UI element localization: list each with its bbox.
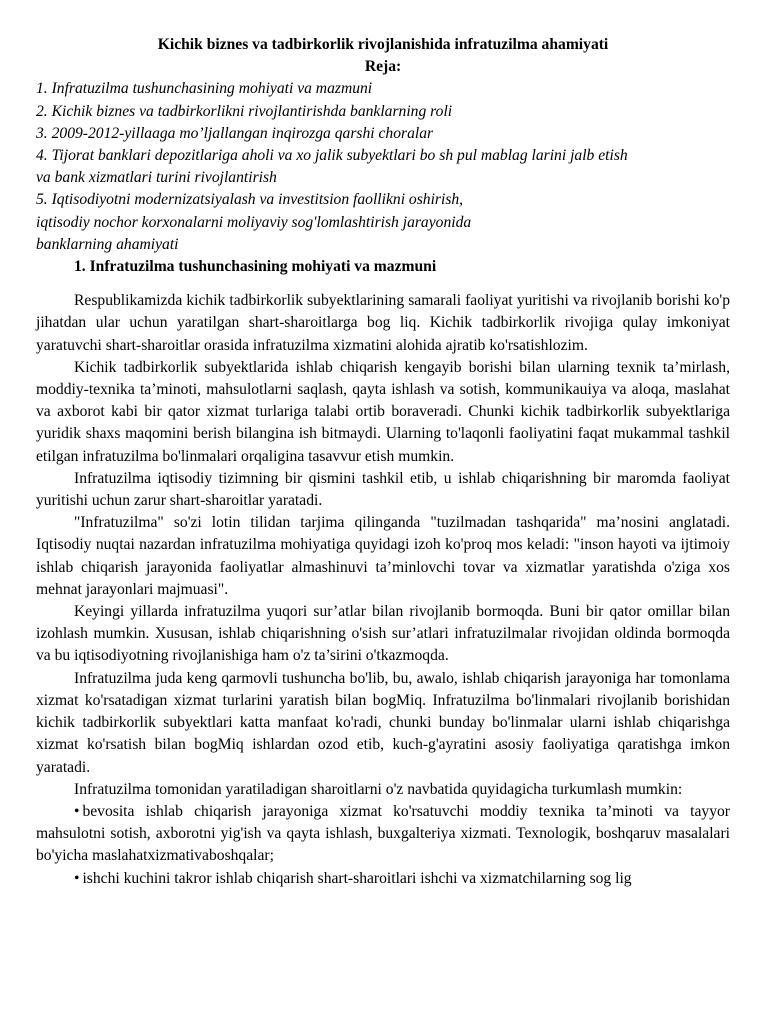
plan-item-3: 3. 2009-2012-yillaaga mo’ljallangan inqirozga qarshi choralar xyxy=(36,124,434,142)
bullet-item-2 xyxy=(36,868,730,890)
paragraph-5: Keyingi yillarda infratuzilma yuqori sur’atlar bilan rivojlanib bormoqda. Buni bir qator omillar bilan izohlash mumkin. Xususan, ishlab chiqarishning o'sish sur’atlari infratuzilmalar rivojidan oldinda bormoqda va bu iqtisodiyotning rivojlanishiga ham o'z ta’sirini o'tkazmoqda. xyxy=(36,603,730,665)
paragraph-4: "Infratuzilma" so'zi lotin tilidan tarjima qilinganda "tuzilmadan tashqarida" ma’nosini anglatadi. Iqtisodiy nuqtai nazardan infratuzilma mohiyatiga quyidagi izoh ko'proq mos keladi: "inson hayoti va ijtimoiy ishlab chiqarish jarayonida faoliyatlar almashinuvi ta’minlovchi tovar va xizmatlar yaratishda o'ziga xos mehnat jarayonlari majmuasi". xyxy=(36,514,730,598)
plan-item-5: 5. Iqtisodiyotni modernizatsiyalash va investitsion faollikni oshirish, xyxy=(36,191,464,209)
plan-item-5-end: banklarning ahamiyati xyxy=(36,235,179,253)
plan-item-4: 4. Tijorat banklari depozitlariga aholi va xo jalik subyektlari bo sh pul mablag larini jalb etish xyxy=(36,147,628,165)
plan-item-1: 1. Infratuzilma tushunchasining mohiyati va mazmuni xyxy=(36,80,373,98)
plan-item-4-continued: va bank xizmatlari turini rivojlantirish xyxy=(36,169,277,187)
paragraph-1: Respublikamizda kichik tadbirkorlik subyektlarining samarali faoliyat yuritishi va rivojlanib borishi ko'p jihatdan ular uchun yaratilgan shart-sharoitlarga bog liq. Kichik tadbirkorlik rivojiga qulay imkoniyat yaratuvchi shart-sharoitlar orasida infratuzilma xizmatini alohida ajratib ko'rsatishlozim. xyxy=(36,292,730,354)
section-heading: 1. Infratuzilma tushunchasining mohiyati va mazmuni xyxy=(74,258,437,276)
bullet-dot: • xyxy=(74,802,80,820)
paragraph-3: Infratuzilma iqtisodiy tizimning bir qismini tashkil etib, u ishlab chiqarishning bir maromda faoliyat yuritishi uchun zarur shart-sharoitlar yaratadi. xyxy=(36,469,730,510)
document-page xyxy=(36,34,730,890)
plan-heading: Reja: xyxy=(364,58,402,76)
plan-item-5-continued: iqtisodiy nochor korxonalarni moliyaviy sog'lomlashtirish jarayonida xyxy=(36,213,472,231)
bullet-item-1 xyxy=(36,801,730,868)
bullet-text-2: ishchi kuchini takror ishlab chiqarish shart-sharoitlari ishchi va xizmatchilarning sog lig xyxy=(82,869,632,887)
bullet-dot: • xyxy=(74,869,80,887)
paragraph-7: Infratuzilma tomonidan yaratiladigan sharoitlarni o'z navbatida quyidagicha turkumlash mumkin: xyxy=(74,780,683,798)
document-title: Kichik biznes va tadbirkorlik rivojlanishida infratuzilma ahamiyati xyxy=(157,36,609,53)
bullet-text-1: bevosita ishlab chiqarish jarayoniga xizmat ko'rsatuvchi moddiy texnika ta’minoti va tayyor mahsulotni sotish, axborotni yig'ish va qayta ishlash, buxgalteriya xizmati. Texnologik, boshqaruv masalalari bo'yicha maslahatxizmativaboshqalar; xyxy=(36,802,730,865)
plan-item-2: 2. Kichik biznes va tadbirkorlikni rivojlantirishda banklarning roli xyxy=(36,102,453,120)
paragraph-6: Infratuzilma juda keng qarmovli tushuncha bo'lib, bu, awalo, ishlab chiqarish jarayoniga har tomonlama xizmat ko'rsatadigan xizmat turlarini yaratish bilan bogMiq. Infratuzilma bo'linmalari rivojlanib borishidan kichik tadbirkorlik subyektlari katta manfaat ko'radi, chunki bunday bo'linmalar ularni ishlab chiqarishga xizmat ko'rsatish bilan bogMiq ishlardan ozod etib, kuch-g'ayratini asosiy faoliyatiga qaratishga imkon yaratadi. xyxy=(36,669,730,776)
paragraph-2: Kichik tadbirkorlik subyektlarida ishlab chiqarish kengayib borishi bilan ularning texnik ta’mirlash, moddiy-texnika ta’minoti, mahsulotlarni saqlash, qayta ishlash va sotish, kommunikauiya va aloqa, maslahat va axborot kabi bir qator xizmat turlariga talabi ortib boraveradi. Chunki kichik tadbirkorlik subyektlariga yuridik shaxs maqomini berish bilangina ish bitmaydi. Ularning to'laqonli faoliyatini faqat mukammal tashkil etilgan infratuzilma bo'linmalari orqaligina tasavvur etish mumkin. xyxy=(36,358,730,465)
